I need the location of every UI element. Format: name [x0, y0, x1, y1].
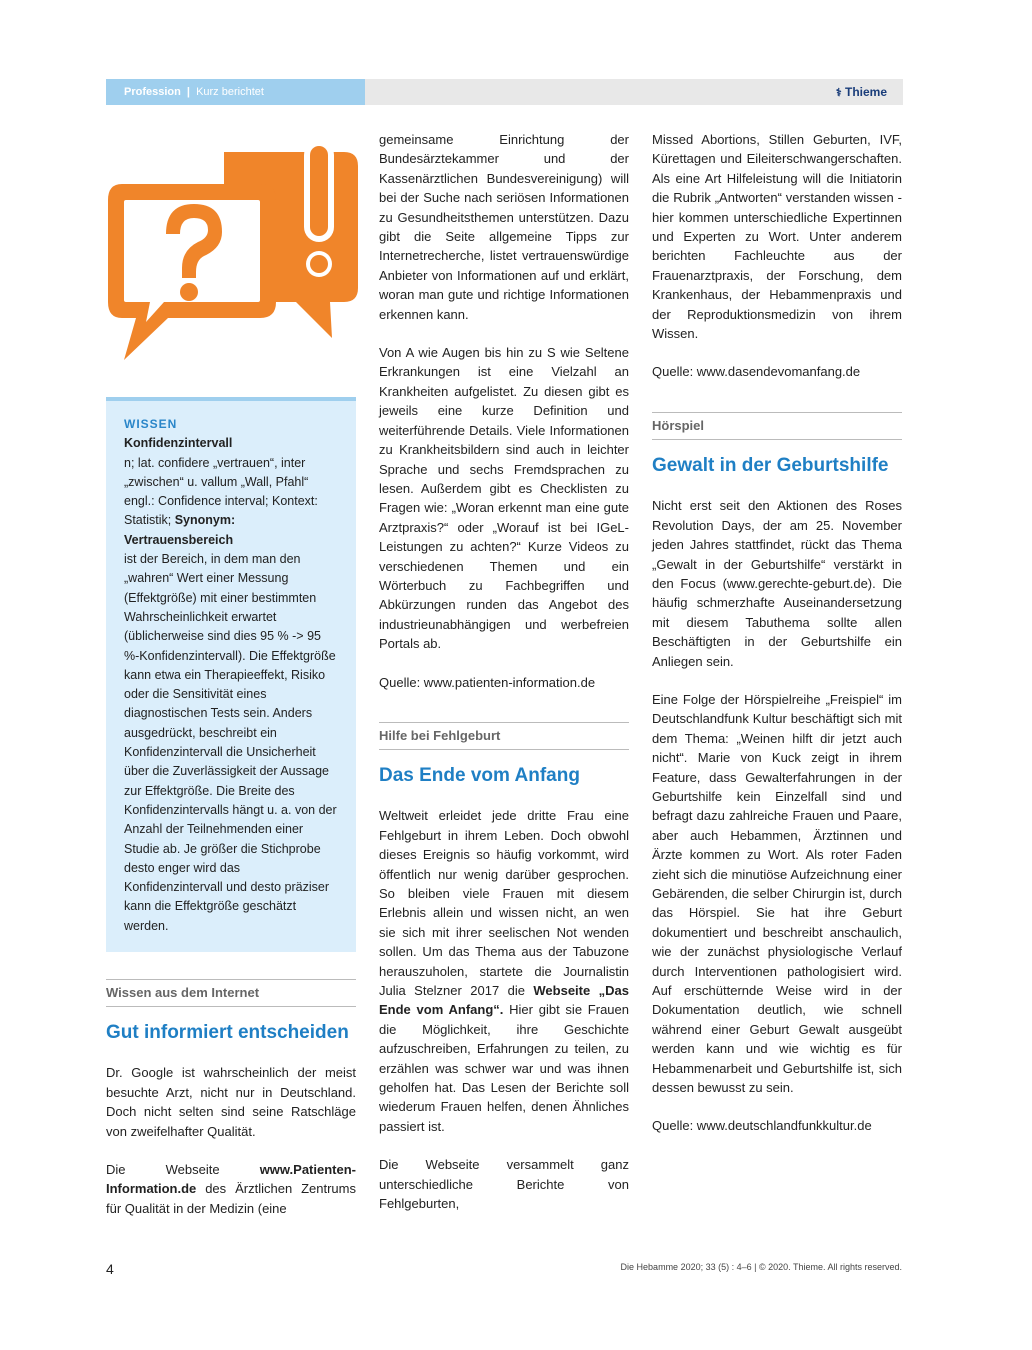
subsection-name: Kurz berichtet [196, 86, 264, 98]
wissen-definition [124, 454, 338, 936]
publisher-name: Thieme [844, 85, 887, 99]
article-2-paragraph-2-continued: Missed Abortions, Stillen Geburten, IVF, Kürettagen und Eileiterschwangerschaften. Als eine Art Hilfeleistung will die Initiatorin die Rubrik „Antworten“ verstanden wissen - hier kommen unterschiedliche Expertinnen und Experten zu Wort. Unter anderem berichten Fachleuchte aus der Frauenarztpraxis, der Forschung, dem Krankenhaus, der Hebammenpraxis und der Reproduktionsmedizin von ihrem Wissen. [652, 132, 902, 342]
article-1-paragraph-2-start: Die Webseite www.Patienten-Information.de des Ärztlichen Zentrums für Qualität in der Medizin (eine [106, 1162, 356, 1216]
running-header [106, 79, 903, 105]
wissen-infobox [106, 397, 356, 952]
wissen-label: WISSEN [124, 417, 178, 431]
article-2-p1-lead: Weltweit erleidet jede dritte Frau eine Fehlgeburt in ihrem Leben. Doch obwohl dieses Ereignis so häufig vorkommt, wird öffentlich nur wenig darüber gesprochen. So bleiben viele Frauen mit diesem Erlebnis allein und wissen nicht, an wen sie sich mit ihrer seelischen Not wenden sollen. Um das Thema aus der Tabuzone herauszuholen, startete die Journalistin Julia Stelzner 2017 die [379, 808, 629, 999]
article-2-kicker: Hilfe bei Fehlgeburt [379, 722, 629, 750]
article-1-source: Quelle: www.patienten-information.de [379, 674, 596, 690]
article-1-title: Gut informiert entscheiden [106, 1022, 349, 1044]
citation-footer: Die Hebamme 2020; 33 (5) : 4–6 | © 2020. Thieme. All rights reserved. [620, 1262, 902, 1272]
article-3-source: Quelle: www.deutschlandfunkkultur.de [652, 1118, 872, 1134]
wissen-term: Konfidenzintervall [124, 436, 233, 451]
section-label [106, 79, 365, 105]
article-2-paragraph-1 [379, 806, 629, 1136]
article-1-p2-website: www.Patienten-Information.de [106, 1162, 356, 1197]
article-3-paragraph-1: Nicht erst seit den Aktionen des Roses Revolution Days, der am 25. November jeden Jahres stattfindet, rückt das Thema „Gewalt in der Geburtshilfe“ verstärkt in den Focus (www.gerechte-geburt.de). Die häufig schmerzhafte Auseinandersetzung mit diesem Tabuthema sollte allen Beschäftigten in der Geburtshilfe ein Anliegen sein. [652, 498, 902, 669]
question-exclamation-speech-bubbles-icon [106, 138, 358, 368]
article-2-website-name: Webseite „Das Ende vom Anfang“. [379, 983, 629, 1018]
column-3 [652, 130, 902, 1136]
section-separator: | [186, 86, 190, 98]
wissen-definition-part-2: ist der Bereich, in dem man den „wahren“ Wert einer Messung (Effektgröße) mit einer bestimmten Wahrscheinlichkeit erwartet (üblicherweise sind dies 95 % -> 95 %-Konfidenzintervall). Die Effektgröße kann etwa ein Therapieeffekt, Risiko oder die Sensitivität eines diagnostischen Tests sein. Anders ausgedrückt, beschreibt ein Konfidenzintervall die Unsicherheit über die Zuverlässigkeit der Aussage zur Effektgröße. Die Breite des Konfidenzintervalls hängt u. a. von der Anzahl der Teilnehmenden einer Studie ab. Je größer die Stichprobe desto enger wird das Konfidenzintervall und desto präziser kann die Effektgröße geschätzt werden. [124, 552, 337, 933]
article-2-p1-text: Hier gibt sie Frauen die Möglichkeit, ihre Geschichte aufzuschreiben, Erfahrungen zu teilen, zu erzählen was schwer war und was ihnen geholfen hat. Das Lesen der Berichte soll wiederum Frauen helfen, denen Ähnliches passiert ist. [379, 1002, 629, 1134]
article-1-kicker: Wissen aus dem Internet [106, 979, 356, 1007]
article-2-paragraph-2-start: Die Webseite versammelt ganz unterschiedliche Berichte von Fehlgeburten, [379, 1157, 629, 1212]
thieme-logo-icon: ⚕ [835, 87, 842, 99]
wissen-synonym: Synonym: Vertrauensbereich [124, 513, 236, 547]
section-name: Profession [124, 86, 181, 98]
column-2 [379, 130, 629, 1214]
article-3-paragraph-2: Eine Folge der Hörspielreihe „Freispiel“ im Deutschlandfunk Kultur beschäftigt sich mit dem Thema: „Weinen hilft dir jetzt auch nicht“. Marie von Kuck zeigt in ihrem Feature, dass Gewalterfahrungen in der Geburtshilfe kein Einzelfall sind und befragt dazu zahlreiche Frauen und Paare, aber auch Hebammen, Ärztinnen und Ärzte kommen zu Wort. Als roter Faden zieht sich die minutiöse Aufzeichnung einer Gebärenden, die selber Chirurgin ist, durch das Hörspiel. Sie hat ihre Geburt dokumentiert und beschreibt anschaulich, wie der zunächst physiologische Verlauf durch Interventionen pathologisiert wird. Auf erschütternde Weise wird in der Dokumentation deutlich, wie schnell während einer Geburt Gewalt ausgeübt werden kann und wie wichtig es für Hebammenarbeit und Geburtshilfe ist, sich dessen bewusst zu sein. [652, 691, 902, 1096]
column-1 [106, 397, 356, 1218]
article-2-source: Quelle: www.dasendevomanfang.de [652, 364, 861, 380]
article-3-kicker: Hörspiel [652, 412, 902, 440]
article-1-paragraph-1: Dr. Google ist wahrscheinlich der meist besuchte Arzt, nicht nur in Deutschland. Doch nicht selten sind seine Ratschläge von zweifelhafter Qualität. [106, 1065, 356, 1139]
article-1-paragraph-3: Von A wie Augen bis hin zu S wie Seltene Erkrankungen ist eine Vielzahl an Krankheiten aufgelistet. Zu diesen gibt es jeweils eine kurze Definition und weiterführende Details. Viele Informationen zu Krankheitsbildern sind auch in leichter Sprache und sechs Fremdsprachen zu lesen. Außerdem gibt es Checklisten zu Fragen wie: „Woran erkennt man eine gute Arztpraxis?“ oder „Worauf ist bei IGeL-Leistungen zu achten?“ Kurze Videos zu verschiedenen Themen und ein Wörterbuch zu Fachbegriffen und Abkürzungen runden das Angebot des industrieunabhängigen und werbefreien Portals ab. [379, 345, 629, 652]
article-3-title: Gewalt in der Geburtshilfe [652, 455, 889, 477]
article-1-p2-lead: Die Webseite [106, 1162, 260, 1178]
article-2-title: Das Ende vom Anfang [379, 765, 580, 787]
page-number: 4 [106, 1261, 114, 1277]
article-1-paragraph-2-continued: gemeinsame Einrichtung der Bundesärztekammer und der Kassenärztlichen Bundesvereinigung) will bei der Suche nach seriösen Informationen zu Gesundheitsthemen unterstützen. Dazu gibt die Seite allgemeine Tipps zur Internetrecherche, listet vertrauenswürdige Anbieter von Informationen auf und erklärt, woran man gute und richtige Informationen erkennen kann. [379, 132, 629, 322]
wissen-definition-part-1: n; lat. confidere „vertrauen“, inter „zwischen“ u. vallum „Wall, Pfahl“ engl.: Confidence interval; Kontext: Statistik; [124, 455, 318, 528]
publisher-logo [836, 79, 887, 106]
